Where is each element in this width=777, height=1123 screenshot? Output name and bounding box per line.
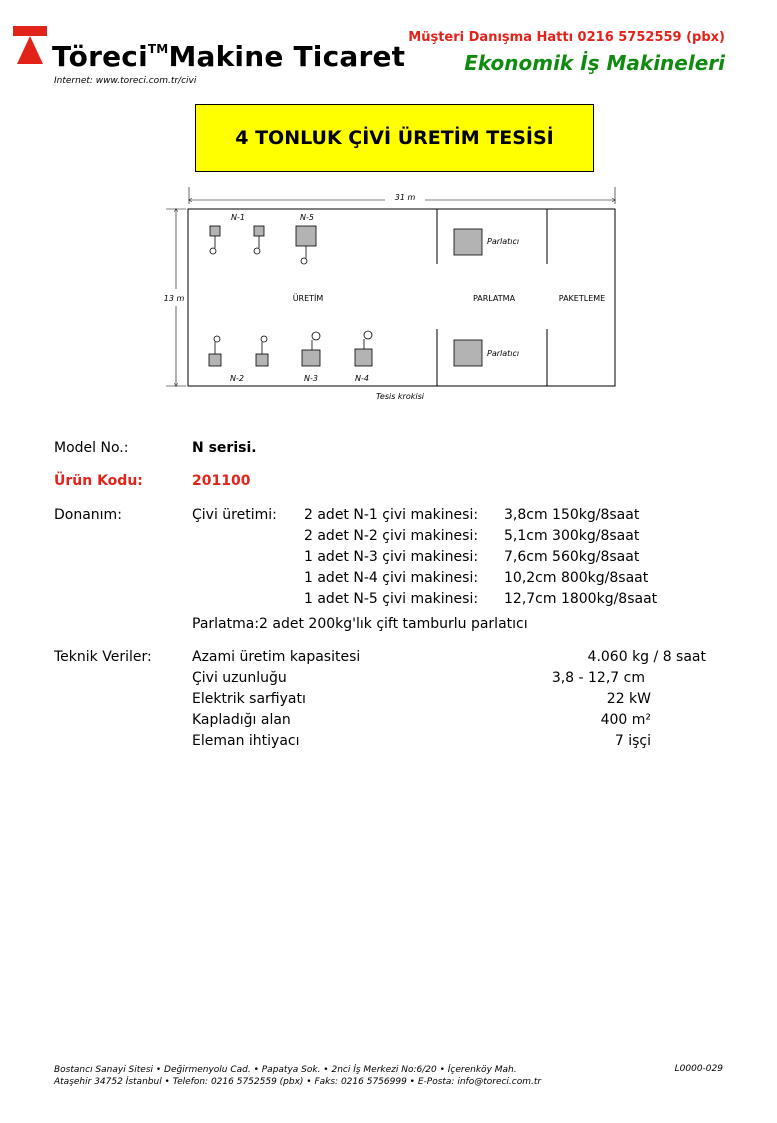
plan-width-label: 31 m	[394, 193, 416, 202]
zone-polishing-label: PARLATMA	[472, 294, 516, 303]
tech-value: 22 kW	[606, 691, 651, 707]
product-code-value: 201100	[192, 473, 251, 489]
hotline-text: Müşteri Danışma Hattı 0216 5752559 (pbx)	[408, 30, 725, 45]
machine-desc: 2 adet N-1 çivi makinesi:	[304, 507, 479, 523]
tech-value: 3,8 - 12,7 cm	[551, 670, 645, 686]
machine-desc: 1 adet N-3 çivi makinesi:	[304, 549, 479, 565]
machine-spec: 5,1cm 300kg/8saat	[504, 528, 640, 544]
machine-desc: 1 adet N-4 çivi makinesi:	[304, 570, 479, 586]
footer-line-1: Bostancı Sanayi Sitesi • Değirmenyolu Cad. • Papatya Sok. • 2nci İş Merkezi No:6/20 • İçerenköy Mah.	[54, 1065, 517, 1075]
website-text: Internet: www.toreci.com.tr/civi	[54, 76, 197, 86]
zone-packaging-label: PAKETLEME	[558, 294, 606, 303]
machine-spec: 7,6cm 560kg/8saat	[504, 549, 640, 565]
machine-n1-label: N-1	[231, 213, 245, 222]
tech-name: Azami üretim kapasitesi	[192, 649, 361, 665]
slogan-text: Ekonomik İş Makineleri	[464, 51, 725, 75]
tech-name: Çivi uzunluğu	[192, 670, 287, 686]
page-title: 4 TONLUK ÇİVİ ÜRETİM TESİSİ	[195, 104, 594, 172]
plan-height-label: 13 m	[163, 294, 185, 303]
equipment-label: Donanım:	[54, 507, 122, 523]
polishing-text: Parlatma:2 adet 200kg'lık çift tamburlu parlatıcı	[192, 616, 528, 632]
polisher-bottom-label: Parlatıcı	[487, 349, 520, 358]
tech-value: 4.060 kg / 8 saat	[587, 649, 706, 665]
zone-production-label: ÜRETİM	[292, 294, 324, 303]
machine-desc: 2 adet N-2 çivi makinesi:	[304, 528, 479, 544]
machine-desc: 1 adet N-5 çivi makinesi:	[304, 591, 479, 607]
brand-name: Töreci™Makine Ticaret	[52, 40, 406, 73]
tech-name: Eleman ihtiyacı	[192, 733, 300, 749]
tech-value: 400 m²	[600, 712, 651, 728]
nail-production-label: Çivi üretimi:	[192, 507, 277, 523]
plan-caption: Tesis krokisi	[376, 392, 424, 401]
document-number: L0000-029	[674, 1064, 723, 1074]
machine-spec: 3,8cm 150kg/8saat	[504, 507, 640, 523]
machine-spec: 12,7cm 1800kg/8saat	[504, 591, 658, 607]
machine-n5-label: N-5	[300, 213, 314, 222]
footer-line-2: Ataşehir 34752 İstanbul • Telefon: 0216 5752559 (pbx) • Faks: 0216 5756999 • E-Posta: info@toreci.com.tr	[54, 1077, 542, 1087]
tech-name: Kapladığı alan	[192, 712, 291, 728]
tech-value: 7 işçi	[614, 733, 651, 749]
product-code-label: Ürün Kodu:	[54, 473, 143, 489]
machine-n4-label: N-4	[355, 374, 369, 383]
footer-address	[54, 1064, 541, 1088]
technical-data-label: Teknik Veriler:	[54, 649, 152, 665]
facility-plan	[160, 184, 620, 404]
model-label: Model No.:	[54, 440, 129, 456]
polisher-top-label: Parlatıcı	[487, 237, 520, 246]
toreci-logo-icon	[13, 26, 47, 64]
machine-n3-label: N-3	[304, 374, 318, 383]
machine-n2-label: N-2	[230, 374, 244, 383]
machine-spec: 10,2cm 800kg/8saat	[504, 570, 649, 586]
model-value: N serisi.	[192, 440, 257, 456]
tech-name: Elektrik sarfiyatı	[192, 691, 306, 707]
